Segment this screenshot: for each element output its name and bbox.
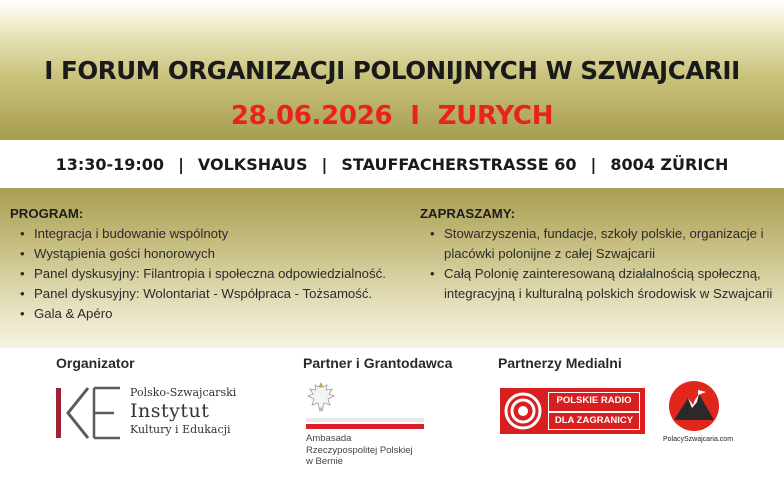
event-time: 13:30-19:00 — [55, 154, 165, 174]
radio-name-bottom: DLA ZAGRANICY — [554, 415, 634, 426]
event-city: ZURYCH — [437, 101, 554, 131]
event-venue: VOLKSHAUS — [197, 154, 308, 174]
mountain-flag-icon — [668, 380, 720, 432]
embassy-line: Rzeczypospolitej Polskiej — [306, 444, 413, 456]
info-separator: | — [178, 154, 184, 174]
event-postal: 8004 ZÜRICH — [610, 154, 729, 174]
radio-name-top: POLSKIE RADIO — [556, 395, 632, 406]
info-separator: | — [321, 154, 328, 174]
flag-white-stripe — [306, 418, 424, 422]
portal-caption: PolacySzwajcaria.com — [663, 436, 734, 443]
organizer-line1: Polsko-Szwajcarski — [130, 386, 237, 399]
event-title: I FORUM ORGANIZACJI POLONIJNYCH W SZWAJCARII — [44, 56, 740, 85]
list-item: • Całą Polonię zainteresowaną działalnością społeczną, integracyjną i kulturalną polskich środowisk w Szwajcarii — [420, 264, 780, 304]
program-section — [10, 206, 410, 324]
embassy-name — [306, 433, 413, 468]
organizer-line3: Kultury i Edukacji — [130, 423, 231, 436]
organizer-line2: Instytut — [130, 400, 210, 422]
program-list — [10, 224, 410, 324]
list-item: • Integracja i budowanie wspólnoty — [10, 224, 410, 244]
radio-waves-icon — [503, 391, 543, 431]
program-band — [0, 188, 784, 348]
event-date: 28.06.2026 — [230, 101, 393, 131]
embassy-line: Ambasada — [306, 433, 352, 444]
list-item: • Stowarzyszenia, fundacje, szkoły polskie, organizacje i placówki polonijne z całej Szwajcarii — [420, 224, 780, 264]
date-separator: I — [410, 101, 420, 131]
partner-label: Partner i Grantodawca — [303, 355, 453, 371]
polskie-radio-logo — [500, 388, 645, 434]
white-eagle-icon — [306, 380, 336, 414]
program-heading: PROGRAM: — [10, 206, 84, 221]
ike-monogram-icon — [54, 386, 124, 442]
organizer-label: Organizator — [56, 355, 135, 371]
info-separator: | — [590, 154, 597, 174]
event-street: STAUFFACHERSTRASSE 60 — [341, 154, 577, 174]
flag-red-stripe — [306, 424, 424, 429]
organizer-logo — [54, 386, 254, 442]
media-label: Partnerzy Medialni — [498, 355, 622, 371]
list-item: • Panel dyskusyjny: Wolontariat - Współpraca - Tożsamość. — [10, 284, 410, 304]
embassy-line: w Bernie — [306, 456, 343, 467]
list-item: • Wystąpienia gości honorowych — [10, 244, 410, 264]
invite-list — [420, 224, 780, 304]
list-item: • Gala & Apéro — [10, 304, 410, 324]
date-line — [0, 101, 784, 131]
info-bar — [0, 140, 784, 188]
invite-section — [420, 206, 780, 304]
invite-heading: ZAPRASZAMY: — [420, 206, 515, 221]
list-item: • Panel dyskusyjny: Filantropia i społeczna odpowiedzialność. — [10, 264, 410, 284]
